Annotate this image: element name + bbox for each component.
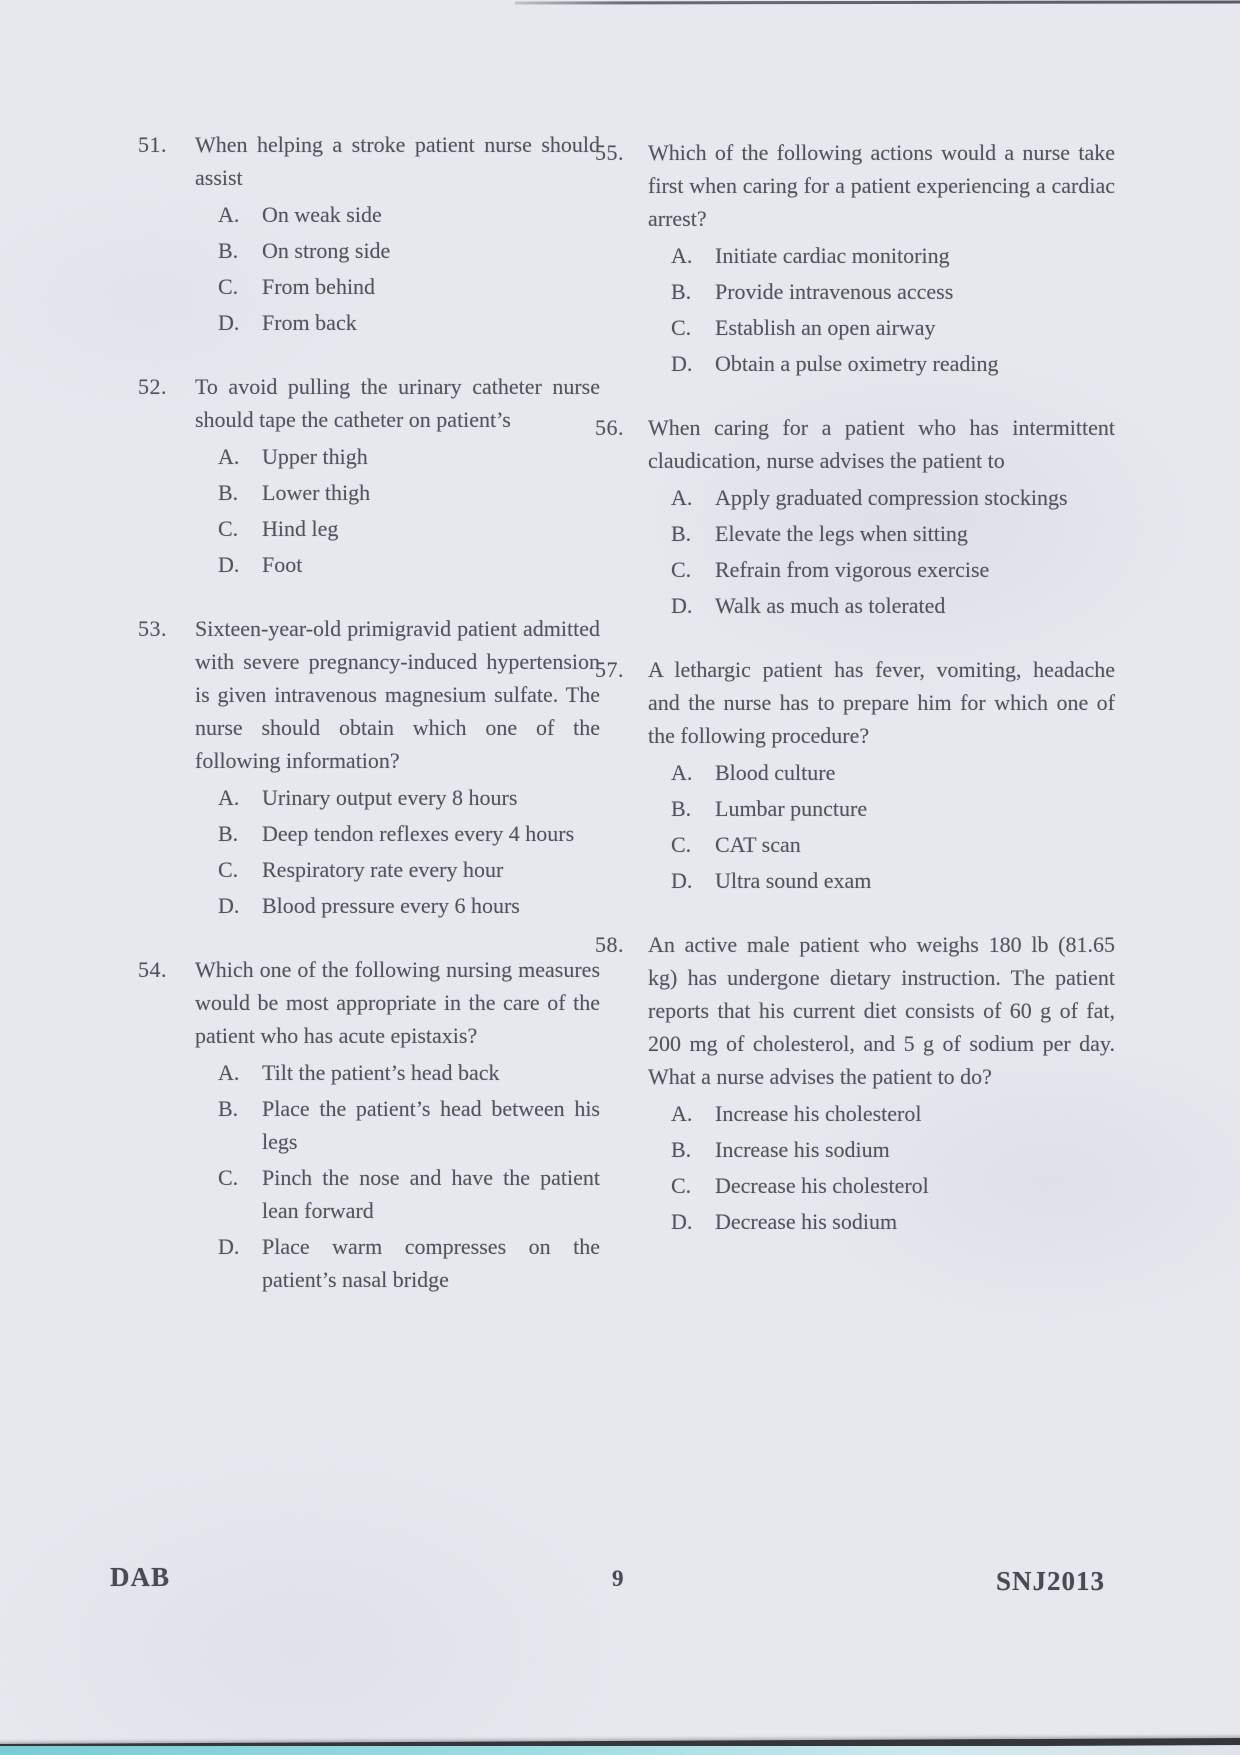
option-text: Lower thigh bbox=[262, 480, 371, 505]
question-stem: An active male patient who weighs 180 lb (81.65 kg) has undergone dietary instruction. The patient reports that his current diet consists of 60 g of fat, 200 mg of cholesterol, and 5 g of sodium per day. What a nurse advises the patient to do? bbox=[648, 932, 1115, 1089]
option-text: Obtain a pulse oximetry reading bbox=[715, 351, 999, 376]
question-number: 51. bbox=[138, 132, 167, 157]
option-text: Establish an open airway bbox=[715, 315, 936, 340]
option-text: Increase his sodium bbox=[715, 1137, 890, 1162]
option-text: Place the patient’s head between his legs bbox=[262, 1096, 600, 1154]
scan-edge-artifact-bottom-teal bbox=[0, 1746, 1240, 1755]
question-stem: When helping a stroke patient nurse should assist bbox=[195, 132, 600, 190]
question-number: 56. bbox=[595, 415, 624, 440]
option-label: D. bbox=[218, 893, 240, 918]
option-row bbox=[195, 234, 600, 267]
option-text: Decrease his cholesterol bbox=[715, 1173, 929, 1198]
option-row bbox=[195, 781, 600, 814]
option-text: Lumbar puncture bbox=[715, 796, 868, 821]
option-text: Deep tendon reflexes every 4 hours bbox=[262, 821, 575, 846]
option-row bbox=[195, 512, 600, 545]
option-label: C. bbox=[671, 557, 692, 582]
option-label: C. bbox=[671, 315, 692, 340]
option-row bbox=[648, 589, 1115, 622]
options-list bbox=[648, 1097, 1115, 1238]
option-row bbox=[195, 1230, 600, 1296]
option-row bbox=[195, 1056, 600, 1089]
option-row bbox=[195, 1092, 600, 1158]
option-label: B. bbox=[218, 480, 239, 505]
question-number: 52. bbox=[138, 374, 167, 399]
question bbox=[138, 370, 600, 581]
option-text: From behind bbox=[262, 274, 376, 299]
option-label: C. bbox=[671, 832, 692, 857]
question bbox=[595, 136, 1115, 380]
option-text: Blood culture bbox=[715, 760, 836, 785]
option-row bbox=[648, 517, 1115, 550]
option-label: D. bbox=[218, 310, 240, 335]
option-row bbox=[648, 311, 1115, 344]
option-label: D. bbox=[671, 868, 693, 893]
question-body bbox=[195, 953, 600, 1296]
question-stem: To avoid pulling the urinary catheter nurse should tape the catheter on patient’s bbox=[195, 374, 600, 432]
option-label: D. bbox=[671, 1209, 693, 1234]
option-label: D. bbox=[218, 552, 240, 577]
option-label: B. bbox=[218, 821, 239, 846]
option-row bbox=[648, 864, 1115, 897]
question-body bbox=[648, 411, 1115, 622]
question-body bbox=[648, 136, 1115, 380]
option-label: B. bbox=[218, 1096, 239, 1121]
question-number: 53. bbox=[138, 616, 167, 641]
options-list bbox=[195, 1056, 600, 1296]
footer-exam-code: SNJ2013 bbox=[996, 1566, 1106, 1596]
option-label: C. bbox=[218, 516, 239, 541]
option-text: On weak side bbox=[262, 202, 382, 227]
options-list bbox=[648, 481, 1115, 622]
option-label: B. bbox=[671, 279, 692, 304]
question-body bbox=[195, 612, 600, 922]
option-label: A. bbox=[218, 444, 240, 469]
option-text: On strong side bbox=[262, 238, 391, 263]
option-row bbox=[195, 476, 600, 509]
question bbox=[138, 612, 600, 922]
question-stem: A lethargic patient has fever, vomiting, headache and the nurse has to prepare him for which one of the following procedure? bbox=[648, 657, 1115, 748]
question bbox=[595, 653, 1115, 897]
option-row bbox=[648, 1169, 1115, 1202]
option-text: Place warm compresses on the patient’s nasal bridge bbox=[262, 1234, 600, 1292]
option-text: Walk as much as tolerated bbox=[715, 593, 946, 618]
option-row bbox=[648, 1133, 1115, 1166]
option-text: Hind leg bbox=[262, 516, 339, 541]
option-text: Apply graduated compression stockings bbox=[715, 485, 1068, 510]
option-row bbox=[648, 792, 1115, 825]
option-text: From back bbox=[262, 310, 357, 335]
question bbox=[138, 128, 600, 339]
footer-page-number: 9 bbox=[612, 1566, 624, 1591]
option-row bbox=[195, 548, 600, 581]
option-label: A. bbox=[218, 202, 240, 227]
option-text: Initiate cardiac monitoring bbox=[715, 243, 950, 268]
question-body bbox=[195, 370, 600, 581]
option-text: Decrease his sodium bbox=[715, 1209, 898, 1234]
question bbox=[595, 928, 1115, 1238]
footer-booklet-code: DAB bbox=[110, 1562, 171, 1592]
question-number: 54. bbox=[138, 957, 167, 982]
option-row bbox=[195, 440, 600, 473]
option-label: A. bbox=[671, 760, 693, 785]
option-label: A. bbox=[671, 243, 693, 268]
options-list bbox=[648, 239, 1115, 380]
question-number: 55. bbox=[595, 140, 624, 165]
option-label: B. bbox=[671, 796, 692, 821]
scan-edge-artifact-top bbox=[515, 0, 1240, 4]
option-text: Refrain from vigorous exercise bbox=[715, 557, 990, 582]
option-label: D. bbox=[218, 1234, 240, 1259]
option-label: A. bbox=[671, 1101, 693, 1126]
option-label: D. bbox=[671, 351, 693, 376]
option-label: C. bbox=[218, 274, 239, 299]
options-list bbox=[195, 781, 600, 922]
option-row bbox=[195, 1161, 600, 1227]
option-text: Elevate the legs when sitting bbox=[715, 521, 968, 546]
option-row bbox=[648, 1205, 1115, 1238]
option-text: CAT scan bbox=[715, 832, 801, 857]
question-stem: Sixteen-year-old primigravid patient admitted with severe pregnancy-induced hypertension is given intravenous magnesium sulfate. The nurse should obtain which one of the following information? bbox=[195, 616, 600, 773]
options-list bbox=[195, 440, 600, 581]
option-row bbox=[648, 239, 1115, 272]
option-row bbox=[648, 553, 1115, 586]
option-row bbox=[195, 889, 600, 922]
option-label: D. bbox=[671, 593, 693, 618]
question-body bbox=[648, 653, 1115, 897]
option-text: Urinary output every 8 hours bbox=[262, 785, 518, 810]
question-number: 58. bbox=[595, 932, 624, 957]
option-text: Blood pressure every 6 hours bbox=[262, 893, 520, 918]
option-label: C. bbox=[218, 857, 239, 882]
option-row bbox=[195, 306, 600, 339]
option-row bbox=[195, 853, 600, 886]
option-row bbox=[648, 828, 1115, 861]
option-row bbox=[648, 347, 1115, 380]
option-text: Upper thigh bbox=[262, 444, 368, 469]
option-label: A. bbox=[671, 485, 693, 510]
question bbox=[138, 953, 600, 1296]
question-column-right bbox=[595, 136, 1115, 1269]
question-number: 57. bbox=[595, 657, 624, 682]
option-text: Respiratory rate every hour bbox=[262, 857, 504, 882]
option-text: Foot bbox=[262, 552, 303, 577]
question-stem: Which one of the following nursing measures would be most appropriate in the care of the patient who has acute epistaxis? bbox=[195, 957, 600, 1048]
option-label: C. bbox=[218, 1165, 239, 1190]
option-row bbox=[195, 270, 600, 303]
option-text: Pinch the nose and have the patient lean forward bbox=[262, 1165, 600, 1223]
option-label: B. bbox=[218, 238, 239, 263]
question-stem: Which of the following actions would a nurse take first when caring for a patient experiencing a cardiac arrest? bbox=[648, 140, 1115, 231]
option-label: A. bbox=[218, 1060, 240, 1085]
option-row bbox=[648, 1097, 1115, 1130]
question bbox=[595, 411, 1115, 622]
option-row bbox=[648, 481, 1115, 514]
option-text: Ultra sound exam bbox=[715, 868, 872, 893]
option-label: A. bbox=[218, 785, 240, 810]
question-stem: When caring for a patient who has intermittent claudication, nurse advises the patient to bbox=[648, 415, 1115, 473]
options-list bbox=[195, 198, 600, 339]
option-text: Tilt the patient’s head back bbox=[262, 1060, 500, 1085]
options-list bbox=[648, 756, 1115, 897]
option-label: B. bbox=[671, 521, 692, 546]
question-column-left bbox=[138, 128, 600, 1327]
option-row bbox=[195, 198, 600, 231]
question-body bbox=[195, 128, 600, 339]
option-label: C. bbox=[671, 1173, 692, 1198]
option-text: Provide intravenous access bbox=[715, 279, 954, 304]
option-label: B. bbox=[671, 1137, 692, 1162]
option-row bbox=[648, 275, 1115, 308]
option-row bbox=[648, 756, 1115, 789]
option-row bbox=[195, 817, 600, 850]
option-text: Increase his cholesterol bbox=[715, 1101, 922, 1126]
question-body bbox=[648, 928, 1115, 1238]
